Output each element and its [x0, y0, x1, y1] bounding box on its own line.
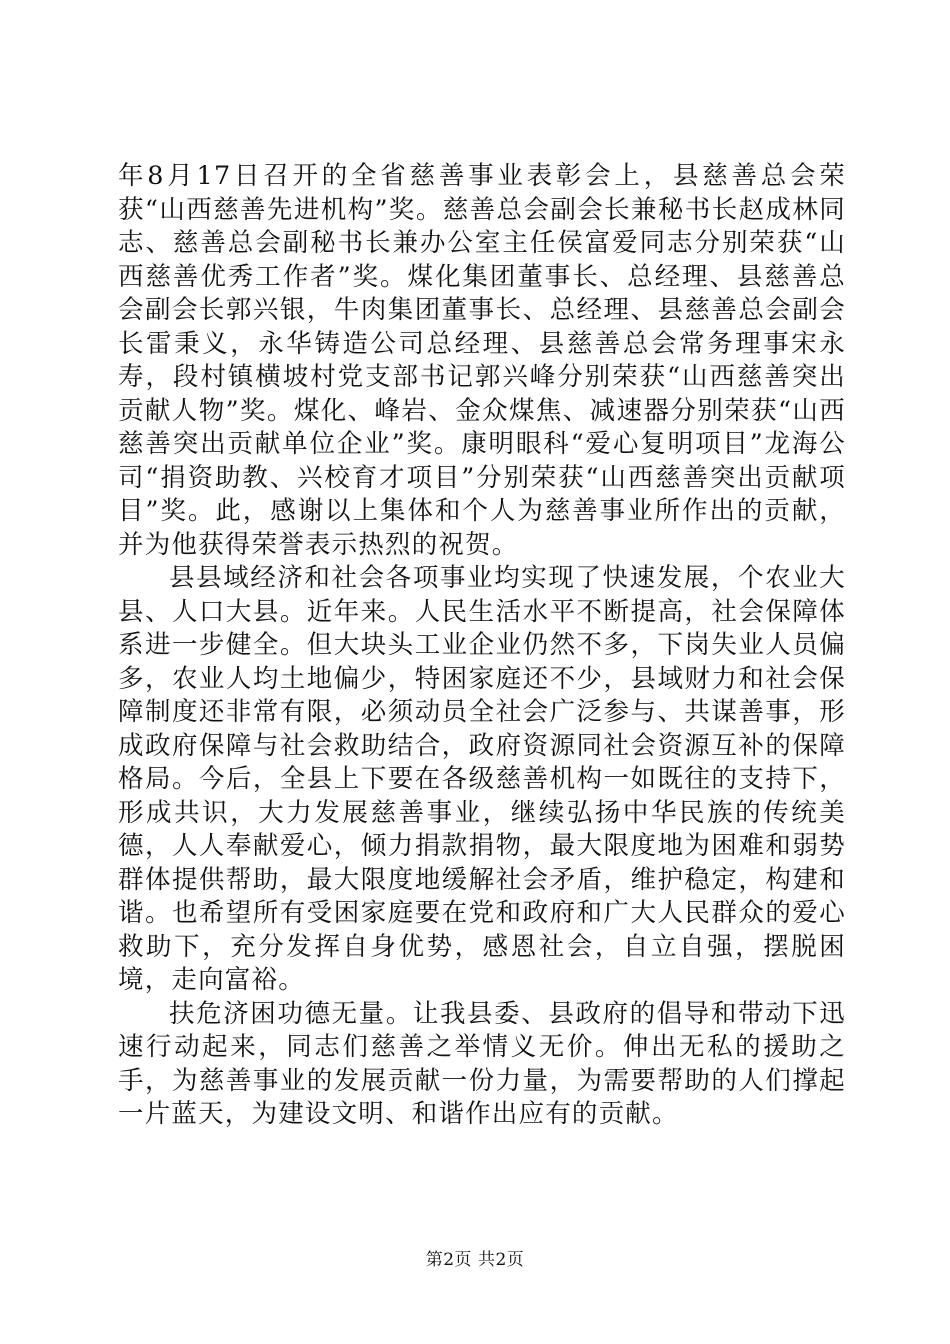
paragraph-county-development: 县县域经济和社会各项事业均实现了快速发展，个农业大县、人口大县。近年来。人民生活水平不断提高，社会保障体系进一步健全。但大块头工业企业仍然不多，下岗失业人员偏多，农业人均土地偏少，特困家庭还不少，县域财力和社会保障制度还非常有限，必须动员全社会广泛参与、共谋善事，形成政府保障与社会救助结合，政府资源同社会资源互补的保障格局。今后，全县上下要在各级慈善机构一如既往的支持下，形成共识，大力发展慈善事业，继续弘扬中华民族的传统美德，人人奉献爱心，倾力捐款捐物，最大限度地为困难和弱势群体提供帮助，最大限度地缓解社会矛盾，维护稳定，构建和谐。也希望所有受困家庭要在党和政府和广大人民群众的爱心救助下，充分发挥自身优势，感恩社会，自立自强，摆脱困境，走向富裕。 — [118, 563, 846, 995]
paragraph-awards: 年8月17日召开的全省慈善事业表彰会上，县慈善总会荣获“山西慈善先进机构”奖。慈善总会副会长兼秘书长赵成林同志、慈善总会副秘书长兼办公室主任侯富爱同志分别荣获“山西慈善优秀工作者”奖。煤化集团董事长、总经理、县慈善总会副会长郭兴银，牛肉集团董事长、总经理、县慈善总会副会长雷秉义，永华铸造公司总经理、县慈善总会常务理事宋永寿，段村镇横坡村党支部书记郭兴峰分别荣获“山西慈善突出贡献人物”奖。煤化、峰岩、金众煤焦、减速器分别荣获“山西慈善突出贡献单位企业”奖。康明眼科“爱心复明项目”龙海公司“捐资助教、兴校育才项目”分别荣获“山西慈善突出贡献项目”奖。此，感谢以上集体和个人为慈善事业所作出的贡献，并为他获得荣誉表示热烈的祝贺。 — [118, 161, 846, 560]
page-number-footer: 第2页 共2页 — [425, 1250, 525, 1270]
paragraph-call-to-action: 扶危济困功德无量。让我县委、县政府的倡导和带动下迅速行动起来，同志们慈善之举情义无价。伸出无私的援助之手，为慈善事业的发展贡献一份力量，为需要帮助的人们撑起一片蓝天，为建设文明、和谐作出应有的贡献。 — [118, 998, 846, 1129]
document-body — [118, 160, 846, 1132]
